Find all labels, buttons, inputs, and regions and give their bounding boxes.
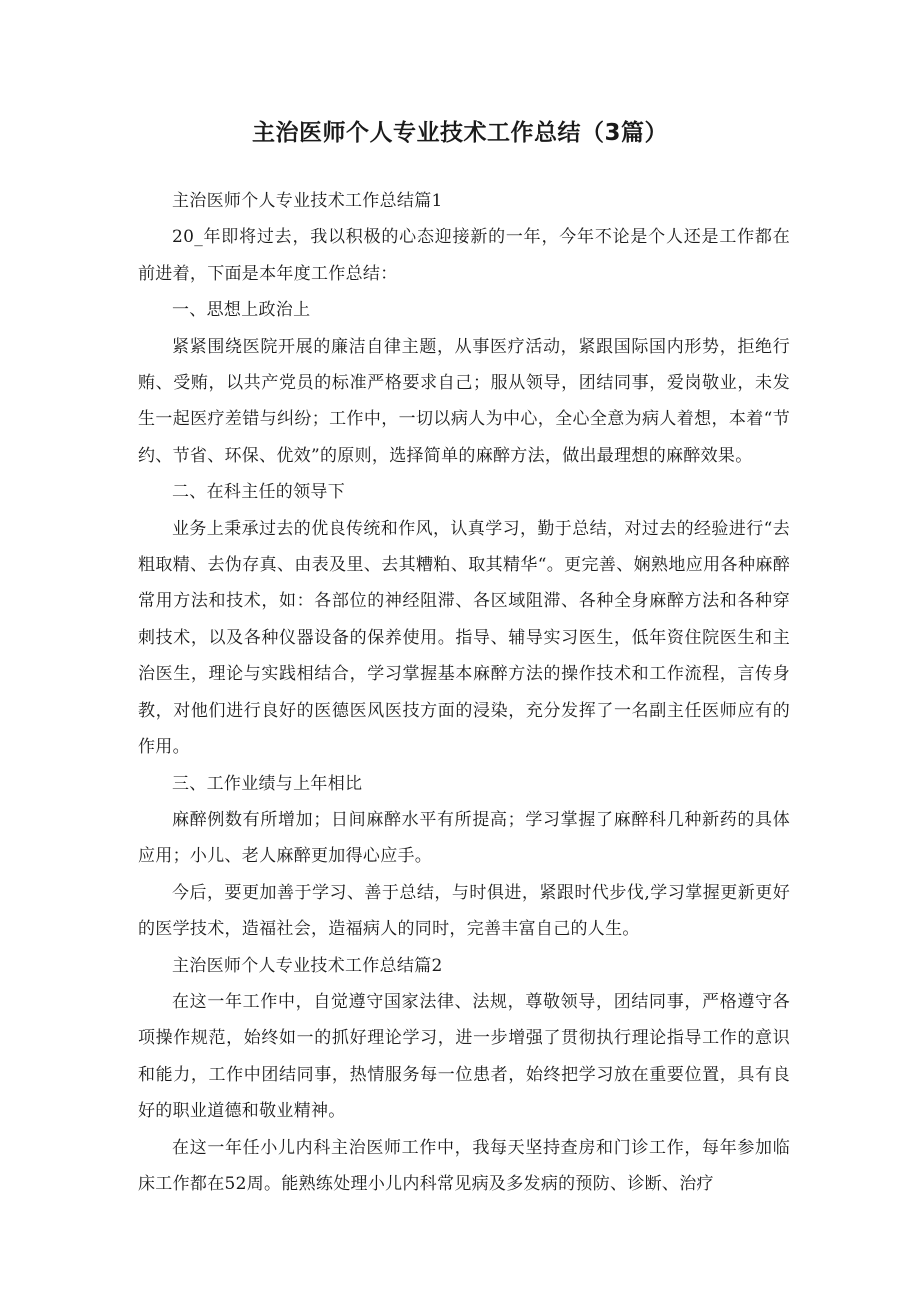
document-body [138, 183, 790, 1202]
section-heading-1: 一、思想上政治上 [172, 300, 311, 321]
paragraph: 今后，要更加善于学习、善于总结，与时俱进，紧跟时代步伐,学习掌握更新更好的医学技术，造福社会，造福病人的同时，完善丰富自己的人生。 [138, 882, 790, 940]
paragraph: 在这一年工作中，自觉遵守国家法律、法规，尊敬领导，团结同事，严格遵守各项操作规范，始终如一的抓好理论学习，进一步增强了贯彻执行理论指导工作的意识和能力，工作中团结同事，热情服务每一位患者，始终把学习放在重要位置，具有良好的职业道德和敬业精神。 [138, 991, 790, 1122]
document-title: 主治医师个人专业技术工作总结（3篇） [251, 120, 668, 146]
paragraph-heading-part-1: 主治医师个人专业技术工作总结篇1 [172, 191, 443, 211]
section-heading-2: 二、在科主任的领导下 [172, 482, 345, 503]
paragraph: 在这一年任小儿内科主治医师工作中，我每天坚持查房和门诊工作，每年参加临床工作都在52周。能熟练处理小儿内科常见病及多发病的预防、诊断、治疗 [138, 1137, 790, 1194]
paragraph: 业务上秉承过去的优良传统和作风，认真学习，勤于总结，对过去的经验进行“去粗取精、去伪存真、由表及里、去其糟粕、取其精华“。更完善、娴熟地应用各种麻醉常用方法和技术，如：各部位的神经阻滞、各区域阻滞、各种全身麻醉方法和各种穿刺技术，以及各种仪器设备的保养使用。指导、辅导实习医生，低年资住院医生和主治医生，理论与实践相结合，学习掌握基本麻醉方法的操作技术和工作流程，言传身教，对他们进行良好的医德医风医技方面的浸染，充分发挥了一名副主任医师应有的作用。 [138, 518, 790, 758]
paragraph: 紧紧围绕医院开展的廉洁自律主题，从事医疗活动，紧跟国际国内形势，拒绝行贿、受贿，以共产党员的标准严格要求自己；服从领导，团结同事，爱岗敬业，未发生一起医疗差错与纠纷；工作中，一切以病人为中心，全心全意为病人着想，本着“节约、节省、环保、优效”的原则，选择简单的麻醉方法，做出最理想的麻醉效果。 [138, 336, 790, 466]
section-heading-3: 三、工作业绩与上年相比 [172, 773, 363, 794]
paragraph: 20_年即将过去，我以积极的心态迎接新的一年，今年不论是个人还是工作都在前进着，下面是本年度工作总结： [138, 227, 790, 284]
paragraph-heading-part-2: 主治医师个人专业技术工作总结篇2 [172, 955, 443, 976]
paragraph: 麻醉例数有所增加；日间麻醉水平有所提高；学习掌握了麻醉科几种新药的具体应用；小儿、老人麻醉更加得心应手。 [138, 809, 790, 867]
